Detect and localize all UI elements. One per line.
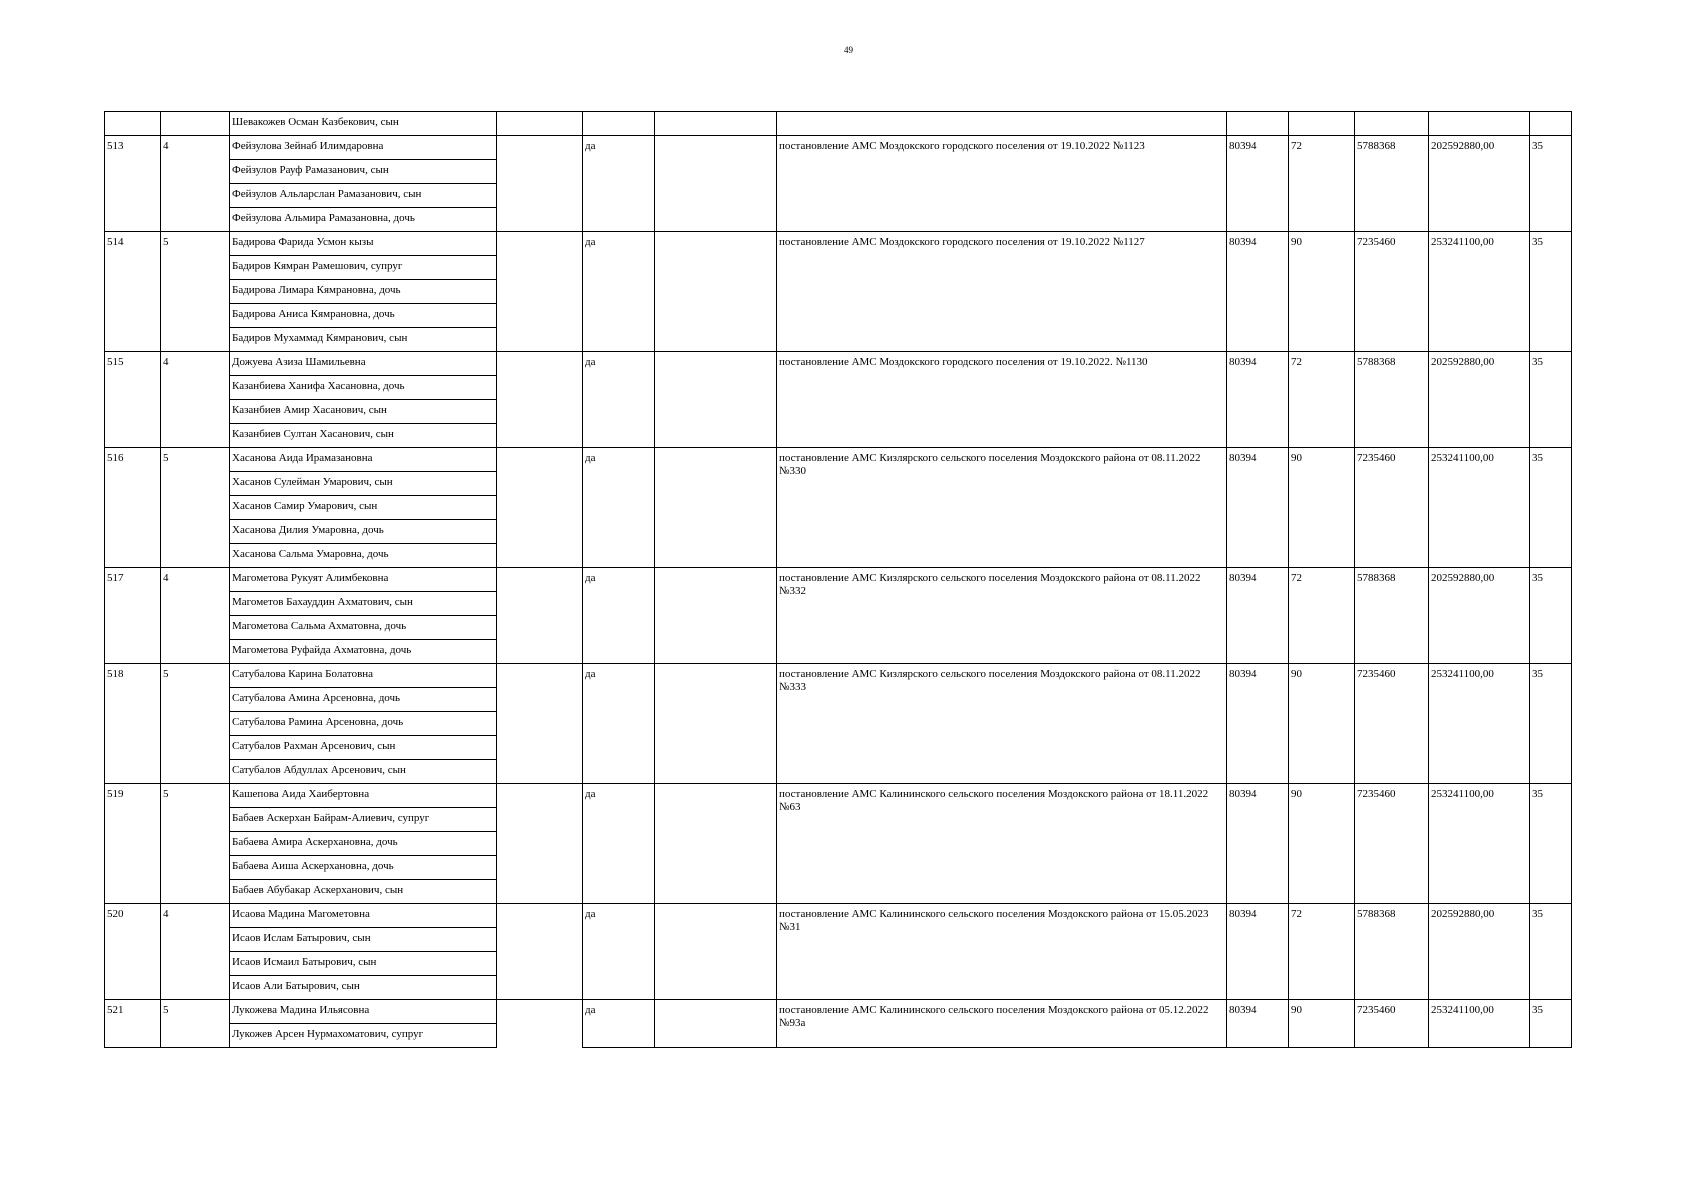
region-code: 80394 — [1227, 136, 1289, 232]
family-member-name: Исаов Али Батырович, сын — [230, 976, 497, 1000]
eligibility-flag: да — [583, 568, 655, 664]
eligibility-flag: да — [583, 784, 655, 904]
family-size: 4 — [161, 352, 230, 448]
family-size — [161, 112, 230, 136]
family-member-name: Бадирова Фарида Усмон кызы — [230, 232, 497, 256]
family-size: 5 — [161, 232, 230, 352]
amount-value: 202592880,00 — [1429, 136, 1530, 232]
family-member-name: Хасанова Аида Ирамазановна — [230, 448, 497, 472]
decision-reference: постановление АМС Калининского сельского поселения Моздокского района от 18.11.2022 №63 — [777, 784, 1227, 904]
family-size: 4 — [161, 568, 230, 664]
term-value: 35 — [1530, 1000, 1572, 1048]
eligibility-flag: да — [583, 904, 655, 1000]
decision-reference: постановление АМС Калининского сельского поселения Моздокского района от 15.05.2023 №31 — [777, 904, 1227, 1000]
family-member-name: Бадиров Мухаммад Кямранович, сын — [230, 328, 497, 352]
region-code: 80394 — [1227, 448, 1289, 568]
region-code: 80394 — [1227, 664, 1289, 784]
empty-cell — [655, 904, 777, 1000]
decision-reference: постановление АМС Моздокского городского поселения от 19.10.2022 №1127 — [777, 232, 1227, 352]
table-row — [105, 112, 1572, 136]
empty-cell — [497, 352, 583, 448]
area-value: 72 — [1289, 352, 1355, 448]
empty-cell — [655, 448, 777, 568]
amount-value: 202592880,00 — [1429, 352, 1530, 448]
family-size: 5 — [161, 664, 230, 784]
area-value: 72 — [1289, 904, 1355, 1000]
family-member-name: Фейзулов Рауф Рамазанович, сын — [230, 160, 497, 184]
record-number — [105, 112, 161, 136]
price-value: 5788368 — [1355, 352, 1429, 448]
price-value: 7235460 — [1355, 1000, 1429, 1048]
housing-registry-table — [104, 111, 1572, 1048]
family-member-name: Исаов Ислам Батырович, сын — [230, 928, 497, 952]
eligibility-flag: да — [583, 1000, 655, 1048]
family-member-name: Фейзулов Альларслан Рамазанович, сын — [230, 184, 497, 208]
amount-value: 202592880,00 — [1429, 568, 1530, 664]
family-member-name: Хасанов Сулейман Умарович, сын — [230, 472, 497, 496]
term-value: 35 — [1530, 352, 1572, 448]
family-member-name: Сатубалова Карина Болатовна — [230, 664, 497, 688]
amount-value: 253241100,00 — [1429, 784, 1530, 904]
area-value: 72 — [1289, 568, 1355, 664]
family-member-name: Шевакожев Осман Казбекович, сын — [230, 112, 497, 136]
empty-cell — [497, 568, 583, 664]
family-member-name: Исаова Мадина Магометовна — [230, 904, 497, 928]
family-member-name: Сатубалов Абдуллах Арсенович, сын — [230, 760, 497, 784]
region-code: 80394 — [1227, 1000, 1289, 1048]
amount-value — [1429, 112, 1530, 136]
region-code — [1227, 112, 1289, 136]
empty-cell — [497, 112, 583, 136]
term-value: 35 — [1530, 568, 1572, 664]
price-value: 5788368 — [1355, 904, 1429, 1000]
family-member-name: Фейзулова Альмира Рамазановна, дочь — [230, 208, 497, 232]
empty-cell — [655, 664, 777, 784]
table-row — [105, 352, 1572, 376]
family-size: 5 — [161, 448, 230, 568]
eligibility-flag: да — [583, 448, 655, 568]
record-number: 520 — [105, 904, 161, 1000]
empty-cell — [655, 568, 777, 664]
amount-value: 253241100,00 — [1429, 448, 1530, 568]
record-number: 519 — [105, 784, 161, 904]
decision-reference: постановление АМС Моздокского городского поселения от 19.10.2022 №1123 — [777, 136, 1227, 232]
term-value: 35 — [1530, 136, 1572, 232]
family-member-name: Хасанова Дилия Умаровна, дочь — [230, 520, 497, 544]
decision-reference: постановление АМС Моздокского городского поселения от 19.10.2022. №1130 — [777, 352, 1227, 448]
area-value: 90 — [1289, 232, 1355, 352]
price-value: 5788368 — [1355, 568, 1429, 664]
family-member-name: Казанбиев Султан Хасанович, сын — [230, 424, 497, 448]
term-value: 35 — [1530, 232, 1572, 352]
record-number: 516 — [105, 448, 161, 568]
term-value: 35 — [1530, 448, 1572, 568]
empty-cell — [655, 232, 777, 352]
region-code: 80394 — [1227, 352, 1289, 448]
family-member-name: Лукожева Мадина Ильясовна — [230, 1000, 497, 1024]
family-member-name: Магометова Сальма Ахматовна, дочь — [230, 616, 497, 640]
amount-value: 202592880,00 — [1429, 904, 1530, 1000]
price-value — [1355, 112, 1429, 136]
family-member-name: Бабаева Амира Аскерхановна, дочь — [230, 832, 497, 856]
eligibility-flag: да — [583, 232, 655, 352]
empty-cell — [497, 232, 583, 352]
family-member-name: Магометов Бахауддин Ахматович, сын — [230, 592, 497, 616]
eligibility-flag — [583, 112, 655, 136]
page-number: 49 — [844, 45, 853, 55]
price-value: 7235460 — [1355, 232, 1429, 352]
family-size: 5 — [161, 784, 230, 904]
empty-cell — [497, 904, 583, 1000]
empty-cell — [497, 784, 583, 904]
family-member-name: Сатубалов Рахман Арсенович, сын — [230, 736, 497, 760]
decision-reference: постановление АМС Кизлярского сельского поселения Моздокского района от 08.11.2022 №330 — [777, 448, 1227, 568]
term-value: 35 — [1530, 784, 1572, 904]
family-size: 5 — [161, 1000, 230, 1048]
term-value — [1530, 112, 1572, 136]
family-member-name: Бабаев Аскерхан Байрам-Алиевич, супруг — [230, 808, 497, 832]
table-row — [105, 904, 1572, 928]
family-member-name: Лукожев Арсен Нурмахоматович, супруг — [230, 1024, 497, 1048]
family-member-name: Фейзулова Зейнаб Илимдаровна — [230, 136, 497, 160]
family-member-name: Бадирова Лимара Кямрановна, дочь — [230, 280, 497, 304]
price-value: 7235460 — [1355, 784, 1429, 904]
eligibility-flag: да — [583, 136, 655, 232]
price-value: 7235460 — [1355, 664, 1429, 784]
family-member-name: Бадиров Кямран Рамешович, супруг — [230, 256, 497, 280]
family-member-name: Бабаева Аиша Аскерхановна, дочь — [230, 856, 497, 880]
term-value: 35 — [1530, 664, 1572, 784]
record-number: 517 — [105, 568, 161, 664]
empty-cell — [655, 784, 777, 904]
decision-reference: постановление АМС Кизлярского сельского поселения Моздокского района от 08.11.2022 №332 — [777, 568, 1227, 664]
family-member-name: Бабаев Абубакар Аскерханович, сын — [230, 880, 497, 904]
registry-body — [105, 112, 1572, 1048]
region-code: 80394 — [1227, 904, 1289, 1000]
area-value: 72 — [1289, 136, 1355, 232]
empty-cell — [655, 112, 777, 136]
empty-cell — [497, 136, 583, 232]
table-row — [105, 232, 1572, 256]
family-member-name: Хасанова Сальма Умаровна, дочь — [230, 544, 497, 568]
table-row — [105, 1000, 1572, 1024]
record-number: 515 — [105, 352, 161, 448]
area-value: 90 — [1289, 784, 1355, 904]
table-row — [105, 784, 1572, 808]
table-row — [105, 568, 1572, 592]
record-number: 513 — [105, 136, 161, 232]
eligibility-flag: да — [583, 352, 655, 448]
empty-cell — [497, 1000, 583, 1048]
table-row — [105, 664, 1572, 688]
family-member-name: Магометова Руфайда Ахматовна, дочь — [230, 640, 497, 664]
empty-cell — [655, 136, 777, 232]
family-member-name: Магометова Рукуят Алимбековна — [230, 568, 497, 592]
record-number: 521 — [105, 1000, 161, 1048]
empty-cell — [655, 1000, 777, 1048]
family-size: 4 — [161, 136, 230, 232]
area-value: 90 — [1289, 1000, 1355, 1048]
table-row — [105, 448, 1572, 472]
family-member-name: Дожуева Азиза Шамильевна — [230, 352, 497, 376]
family-size: 4 — [161, 904, 230, 1000]
family-member-name: Сатубалова Амина Арсеновна, дочь — [230, 688, 497, 712]
area-value: 90 — [1289, 664, 1355, 784]
family-member-name: Сатубалова Рамина Арсеновна, дочь — [230, 712, 497, 736]
price-value: 7235460 — [1355, 448, 1429, 568]
region-code: 80394 — [1227, 784, 1289, 904]
empty-cell — [497, 664, 583, 784]
area-value: 90 — [1289, 448, 1355, 568]
term-value: 35 — [1530, 904, 1572, 1000]
family-member-name: Казанбиев Амир Хасанович, сын — [230, 400, 497, 424]
family-member-name: Казанбиева Ханифа Хасановна, дочь — [230, 376, 497, 400]
record-number: 518 — [105, 664, 161, 784]
family-member-name: Кашепова Аида Хаибертовна — [230, 784, 497, 808]
area-value — [1289, 112, 1355, 136]
record-number: 514 — [105, 232, 161, 352]
eligibility-flag: да — [583, 664, 655, 784]
empty-cell — [497, 448, 583, 568]
amount-value: 253241100,00 — [1429, 232, 1530, 352]
amount-value: 253241100,00 — [1429, 1000, 1530, 1048]
empty-cell — [655, 352, 777, 448]
family-member-name: Исаов Исмаил Батырович, сын — [230, 952, 497, 976]
family-member-name: Бадирова Аниса Кямрановна, дочь — [230, 304, 497, 328]
family-member-name: Хасанов Самир Умарович, сын — [230, 496, 497, 520]
region-code: 80394 — [1227, 232, 1289, 352]
region-code: 80394 — [1227, 568, 1289, 664]
table-row — [105, 136, 1572, 160]
decision-reference — [777, 112, 1227, 136]
price-value: 5788368 — [1355, 136, 1429, 232]
amount-value: 253241100,00 — [1429, 664, 1530, 784]
decision-reference: постановление АМС Калининского сельского поселения Моздокского района от 05.12.2022 №93а — [777, 1000, 1227, 1048]
decision-reference: постановление АМС Кизлярского сельского поселения Моздокского района от 08.11.2022 №333 — [777, 664, 1227, 784]
